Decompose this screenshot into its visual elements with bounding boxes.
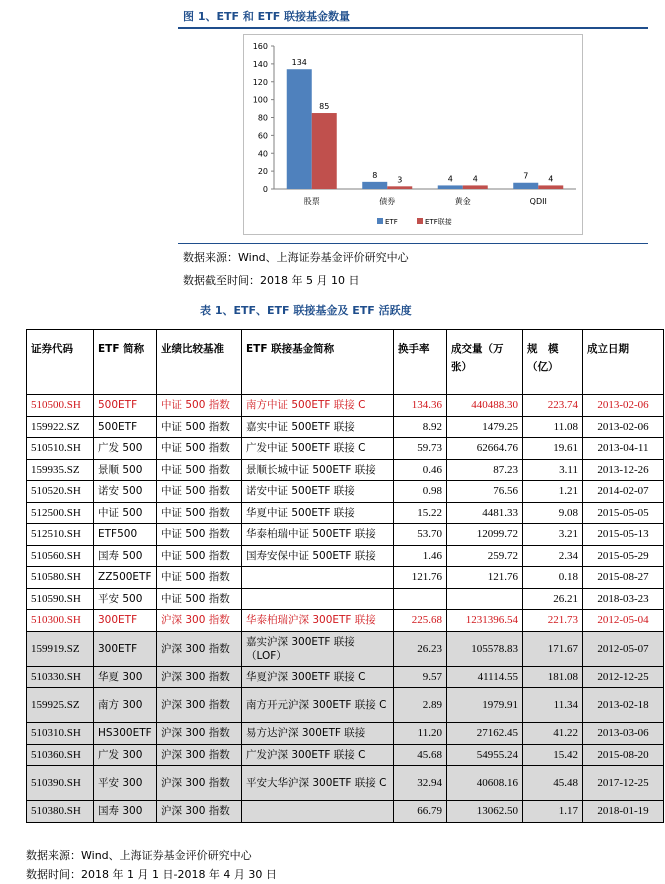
cell-turnover: 2.89 (394, 688, 447, 723)
cell-turnover: 225.68 (394, 610, 447, 632)
legend-label: ETF联接 (425, 218, 452, 226)
bar-chart-svg (244, 35, 582, 234)
cell-benchmark: 沪深 300 指数 (157, 801, 242, 823)
cell-turnover: 9.57 (394, 666, 447, 688)
legend-label: ETF (385, 218, 398, 226)
cell-etf-name: ETF500 (94, 524, 157, 546)
cell-turnover: 45.68 (394, 744, 447, 766)
x-tick-label: QDII (529, 197, 547, 206)
table-row (27, 588, 664, 610)
x-tick-label: 债券 (379, 197, 396, 206)
cell-size: 171.67 (523, 631, 583, 666)
col-header-benchmark: 业绩比较基准 (157, 330, 242, 395)
cell-size: 15.42 (523, 744, 583, 766)
cell-link-fund: 南方中证 500ETF 联接 C (242, 395, 394, 417)
cell-inception: 2014-02-07 (583, 481, 664, 503)
cell-code: 512500.SH (27, 502, 94, 524)
cell-link-fund: 嘉实沪深 300ETF 联接（LOF） (242, 631, 394, 666)
cell-volume: 87.23 (447, 459, 523, 481)
data-label: 4 (548, 174, 554, 184)
cell-link-fund: 景顺长城中证 500ETF 联接 (242, 459, 394, 481)
cell-benchmark: 中证 500 指数 (157, 524, 242, 546)
data-label: 134 (291, 58, 307, 68)
cell-inception: 2015-08-20 (583, 744, 664, 766)
cell-link-fund: 广发中证 500ETF 联接 C (242, 438, 394, 460)
y-tick-label: 40 (257, 149, 268, 159)
cell-etf-name: ZZ500ETF (94, 567, 157, 589)
cell-benchmark: 沪深 300 指数 (157, 766, 242, 801)
figure-top-rule (178, 27, 648, 29)
cell-etf-name: HS300ETF (94, 723, 157, 745)
table-row (27, 723, 664, 745)
cell-etf-name: 中证 500 (94, 502, 157, 524)
data-label: 85 (319, 102, 330, 112)
cell-code: 510580.SH (27, 567, 94, 589)
table-period: 数据时间：2018 年 1 月 1 日-2018 年 4 月 30 日 (26, 868, 277, 881)
legend-swatch (377, 218, 383, 224)
cell-benchmark: 中证 500 指数 (157, 567, 242, 589)
cell-size: 26.21 (523, 588, 583, 610)
cell-inception: 2015-05-29 (583, 545, 664, 567)
data-label: 4 (447, 174, 453, 184)
table-row (27, 688, 664, 723)
table-row (27, 766, 664, 801)
cell-inception: 2017-12-25 (583, 766, 664, 801)
etf-table (26, 329, 664, 823)
cell-code: 510330.SH (27, 666, 94, 688)
cell-etf-name: 国寿 500 (94, 545, 157, 567)
cell-turnover: 121.76 (394, 567, 447, 589)
cell-link-fund: 广发沪深 300ETF 联接 C (242, 744, 394, 766)
table-row (27, 610, 664, 632)
table-row (27, 567, 664, 589)
table-row (27, 545, 664, 567)
cell-benchmark: 沪深 300 指数 (157, 610, 242, 632)
table-row (27, 744, 664, 766)
col-header-link-fund: ETF 联接基金简称 (242, 330, 394, 395)
col-header-code: 证券代码 (27, 330, 94, 395)
cell-inception: 2012-05-07 (583, 631, 664, 666)
cell-size: 11.08 (523, 416, 583, 438)
col-header-turnover: 换手率 (394, 330, 447, 395)
cell-volume: 12099.72 (447, 524, 523, 546)
legend-swatch (417, 218, 423, 224)
cell-inception: 2013-02-06 (583, 416, 664, 438)
cell-inception: 2015-08-27 (583, 567, 664, 589)
cell-code: 510520.SH (27, 481, 94, 503)
cell-volume: 440488.30 (447, 395, 523, 417)
table-source: 数据来源：Wind、上海证券基金评价研究中心 (26, 849, 252, 862)
cell-link-fund (242, 588, 394, 610)
cell-link-fund: 诺安中证 500ETF 联接 (242, 481, 394, 503)
cell-inception: 2013-03-06 (583, 723, 664, 745)
cell-benchmark: 中证 500 指数 (157, 438, 242, 460)
cell-inception: 2018-03-23 (583, 588, 664, 610)
cell-inception: 2015-05-05 (583, 502, 664, 524)
cell-turnover: 26.23 (394, 631, 447, 666)
table-row (27, 416, 664, 438)
table-row (27, 502, 664, 524)
cell-code: 510360.SH (27, 744, 94, 766)
cell-benchmark: 中证 500 指数 (157, 416, 242, 438)
table-row (27, 631, 664, 666)
cell-benchmark: 沪深 300 指数 (157, 688, 242, 723)
cell-etf-name: 平安 500 (94, 588, 157, 610)
data-label: 7 (523, 171, 529, 181)
table-row (27, 801, 664, 823)
cell-code: 510390.SH (27, 766, 94, 801)
cell-link-fund: 华泰柏瑞中证 500ETF 联接 (242, 524, 394, 546)
cell-turnover (394, 588, 447, 610)
cell-link-fund: 易方达沪深 300ETF 联接 (242, 723, 394, 745)
cell-link-fund: 国寿安保中证 500ETF 联接 (242, 545, 394, 567)
cell-inception: 2012-12-25 (583, 666, 664, 688)
cell-size: 221.73 (523, 610, 583, 632)
cell-size: 1.17 (523, 801, 583, 823)
cell-link-fund: 华夏中证 500ETF 联接 (242, 502, 394, 524)
bar (362, 182, 387, 189)
cell-turnover: 134.36 (394, 395, 447, 417)
cell-benchmark: 沪深 300 指数 (157, 723, 242, 745)
cell-inception: 2013-04-11 (583, 438, 664, 460)
cell-code: 159935.SZ (27, 459, 94, 481)
cell-etf-name: 国寿 300 (94, 801, 157, 823)
cell-code: 510380.SH (27, 801, 94, 823)
cell-turnover: 1.46 (394, 545, 447, 567)
col-header-etf-name: ETF 简称 (94, 330, 157, 395)
cell-code: 510560.SH (27, 545, 94, 567)
cell-code: 510510.SH (27, 438, 94, 460)
cell-turnover: 66.79 (394, 801, 447, 823)
cell-turnover: 53.70 (394, 524, 447, 546)
table-row (27, 459, 664, 481)
col-header-volume: 成交量（万张） (447, 330, 523, 395)
cell-volume: 4481.33 (447, 502, 523, 524)
cell-etf-name: 500ETF (94, 395, 157, 417)
cell-turnover: 8.92 (394, 416, 447, 438)
table-row (27, 438, 664, 460)
cell-volume: 27162.45 (447, 723, 523, 745)
cell-turnover: 15.22 (394, 502, 447, 524)
cell-benchmark: 中证 500 指数 (157, 481, 242, 503)
cell-size: 223.74 (523, 395, 583, 417)
cell-link-fund: 华泰柏瑞沪深 300ETF 联接 (242, 610, 394, 632)
cell-link-fund: 华夏沪深 300ETF 联接 C (242, 666, 394, 688)
cell-volume: 41114.55 (447, 666, 523, 688)
cell-turnover: 11.20 (394, 723, 447, 745)
cell-volume: 121.76 (447, 567, 523, 589)
bar (463, 185, 488, 189)
bar (438, 185, 463, 189)
cell-benchmark: 沪深 300 指数 (157, 631, 242, 666)
data-label: 3 (397, 175, 403, 185)
cell-code: 159919.SZ (27, 631, 94, 666)
cell-benchmark: 中证 500 指数 (157, 588, 242, 610)
y-tick-label: 20 (257, 167, 268, 177)
cell-volume (447, 588, 523, 610)
cell-etf-name: 300ETF (94, 610, 157, 632)
cell-size: 11.34 (523, 688, 583, 723)
y-tick-label: 0 (262, 185, 268, 194)
table-row (27, 395, 664, 417)
cell-etf-name: 诺安 500 (94, 481, 157, 503)
cell-etf-name: 广发 300 (94, 744, 157, 766)
cell-benchmark: 中证 500 指数 (157, 459, 242, 481)
cell-volume: 40608.16 (447, 766, 523, 801)
col-header-size: 规 模（亿） (523, 330, 583, 395)
cell-size: 19.61 (523, 438, 583, 460)
table-title: 表 1、ETF、ETF 联接基金及 ETF 活跃度 (200, 304, 412, 317)
cell-code: 159922.SZ (27, 416, 94, 438)
y-tick-label: 160 (252, 42, 268, 51)
cell-turnover: 32.94 (394, 766, 447, 801)
cell-volume: 1479.25 (447, 416, 523, 438)
cell-etf-name: 300ETF (94, 631, 157, 666)
cell-code: 510310.SH (27, 723, 94, 745)
figure-bottom-rule (178, 243, 648, 244)
cell-size: 2.34 (523, 545, 583, 567)
cell-turnover: 0.46 (394, 459, 447, 481)
cell-turnover: 59.73 (394, 438, 447, 460)
cell-code: 159925.SZ (27, 688, 94, 723)
y-tick-label: 100 (252, 95, 268, 105)
bar (287, 69, 312, 189)
cell-size: 1.21 (523, 481, 583, 503)
cell-inception: 2013-02-06 (583, 395, 664, 417)
cell-volume: 76.56 (447, 481, 523, 503)
cell-volume: 13062.50 (447, 801, 523, 823)
cell-size: 3.11 (523, 459, 583, 481)
y-tick-label: 140 (252, 59, 268, 69)
cell-etf-name: 平安 300 (94, 766, 157, 801)
data-label: 8 (372, 170, 378, 180)
cell-link-fund (242, 567, 394, 589)
figure-title: 图 1、ETF 和 ETF 联接基金数量 (183, 10, 351, 23)
cell-inception: 2018-01-19 (583, 801, 664, 823)
y-tick-label: 60 (257, 131, 268, 141)
cell-volume: 259.72 (447, 545, 523, 567)
cell-code: 510500.SH (27, 395, 94, 417)
cell-code: 512510.SH (27, 524, 94, 546)
cell-link-fund: 嘉实中证 500ETF 联接 (242, 416, 394, 438)
cell-inception: 2013-12-26 (583, 459, 664, 481)
x-tick-label: 黄金 (454, 197, 471, 206)
y-tick-label: 80 (257, 113, 268, 123)
cell-turnover: 0.98 (394, 481, 447, 503)
table-row (27, 666, 664, 688)
bar (387, 186, 412, 189)
bar (312, 113, 337, 189)
cell-size: 0.18 (523, 567, 583, 589)
cell-benchmark: 中证 500 指数 (157, 545, 242, 567)
table-header-row (27, 330, 664, 395)
figure-cutoff: 数据截至时间：2018 年 5 月 10 日 (183, 274, 360, 287)
col-header-inception: 成立日期 (583, 330, 664, 395)
cell-code: 510300.SH (27, 610, 94, 632)
cell-inception: 2012-05-04 (583, 610, 664, 632)
cell-link-fund: 平安大华沪深 300ETF 联接 C (242, 766, 394, 801)
cell-etf-name: 华夏 300 (94, 666, 157, 688)
cell-etf-name: 广发 500 (94, 438, 157, 460)
table-row (27, 524, 664, 546)
cell-etf-name: 景顺 500 (94, 459, 157, 481)
cell-benchmark: 沪深 300 指数 (157, 744, 242, 766)
cell-etf-name: 500ETF (94, 416, 157, 438)
cell-inception: 2013-02-18 (583, 688, 664, 723)
cell-volume: 62664.76 (447, 438, 523, 460)
data-label: 4 (472, 174, 478, 184)
table-row (27, 481, 664, 503)
cell-code: 510590.SH (27, 588, 94, 610)
cell-volume: 1979.91 (447, 688, 523, 723)
x-tick-label: 股票 (303, 197, 320, 206)
figure-source: 数据来源：Wind、上海证券基金评价研究中心 (183, 251, 409, 264)
cell-volume: 54955.24 (447, 744, 523, 766)
cell-size: 41.22 (523, 723, 583, 745)
cell-size: 181.08 (523, 666, 583, 688)
cell-link-fund: 南方开元沪深 300ETF 联接 C (242, 688, 394, 723)
cell-benchmark: 沪深 300 指数 (157, 666, 242, 688)
cell-benchmark: 中证 500 指数 (157, 502, 242, 524)
cell-inception: 2015-05-13 (583, 524, 664, 546)
cell-benchmark: 中证 500 指数 (157, 395, 242, 417)
bar (538, 185, 563, 189)
cell-volume: 1231396.54 (447, 610, 523, 632)
bar-chart (243, 34, 583, 235)
bar (513, 183, 538, 189)
cell-size: 9.08 (523, 502, 583, 524)
cell-size: 3.21 (523, 524, 583, 546)
cell-link-fund (242, 801, 394, 823)
cell-size: 45.48 (523, 766, 583, 801)
y-tick-label: 120 (252, 77, 268, 87)
cell-etf-name: 南方 300 (94, 688, 157, 723)
cell-volume: 105578.83 (447, 631, 523, 666)
